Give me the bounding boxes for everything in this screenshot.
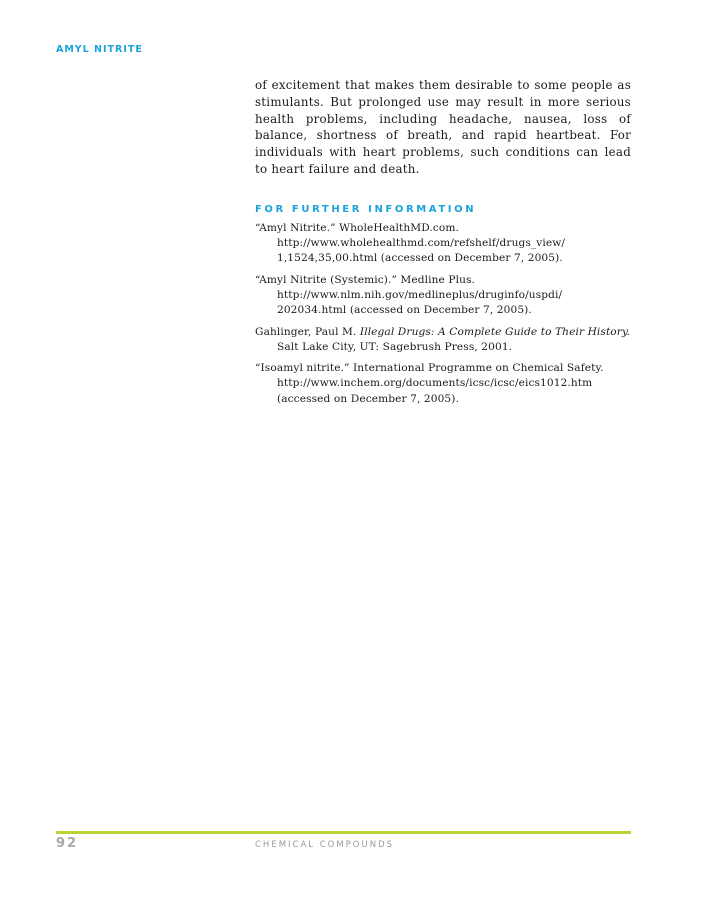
reference-item <box>255 361 631 407</box>
reference-accessed: (accessed on December 7, 2005). <box>277 392 459 405</box>
reference-list <box>255 221 631 407</box>
reference-item <box>255 221 631 267</box>
reference-url[interactable]: http://www.nlm.nih.gov/medlineplus/druginfo/uspdi/ 202034.html (accessed on December 7, 2005). <box>277 288 563 317</box>
reference-author: Gahlinger, Paul M. <box>255 325 357 338</box>
reference-book-title: Illegal Drugs: A Complete Guide to Their History. <box>359 325 631 338</box>
section-heading: FOR FURTHER INFORMATION <box>255 203 477 215</box>
reference-item <box>255 273 631 319</box>
reference-title: “Isoamyl nitrite.” International Programme on Chemical Safety. <box>255 362 604 375</box>
footer-rule <box>56 831 631 834</box>
reference-publisher: Salt Lake City, UT: Sagebrush Press, 2001. <box>277 340 513 353</box>
reference-url[interactable]: http://www.inchem.org/documents/icsc/icsc/eics1012.htm <box>277 377 593 390</box>
reference-item <box>255 325 631 356</box>
reference-title: “Amyl Nitrite (Systemic).” Medline Plus. <box>255 273 476 286</box>
footer-book-title: CHEMICAL COMPOUNDS <box>255 840 395 850</box>
page-number: 92 <box>56 836 79 851</box>
reference-url[interactable]: http://www.wholehealthmd.com/refshelf/drugs_view/ 1,1524,35,00.html (accessed on December 7, 2005). <box>277 237 566 265</box>
body-paragraph: of excitement that makes them desirable to some people as stimulants. But prolonged use may result in more serious health problems, including headache, nausea, loss of balance, shortness of breath, and rapid heartbeat. For individuals with heart problems, such conditions can lead to heart failure and death. <box>255 78 631 176</box>
reference-title: “Amyl Nitrite.” WholeHealthMD.com. <box>255 221 460 234</box>
running-head: AMYL NITRITE <box>56 44 143 55</box>
main-content <box>255 77 631 413</box>
